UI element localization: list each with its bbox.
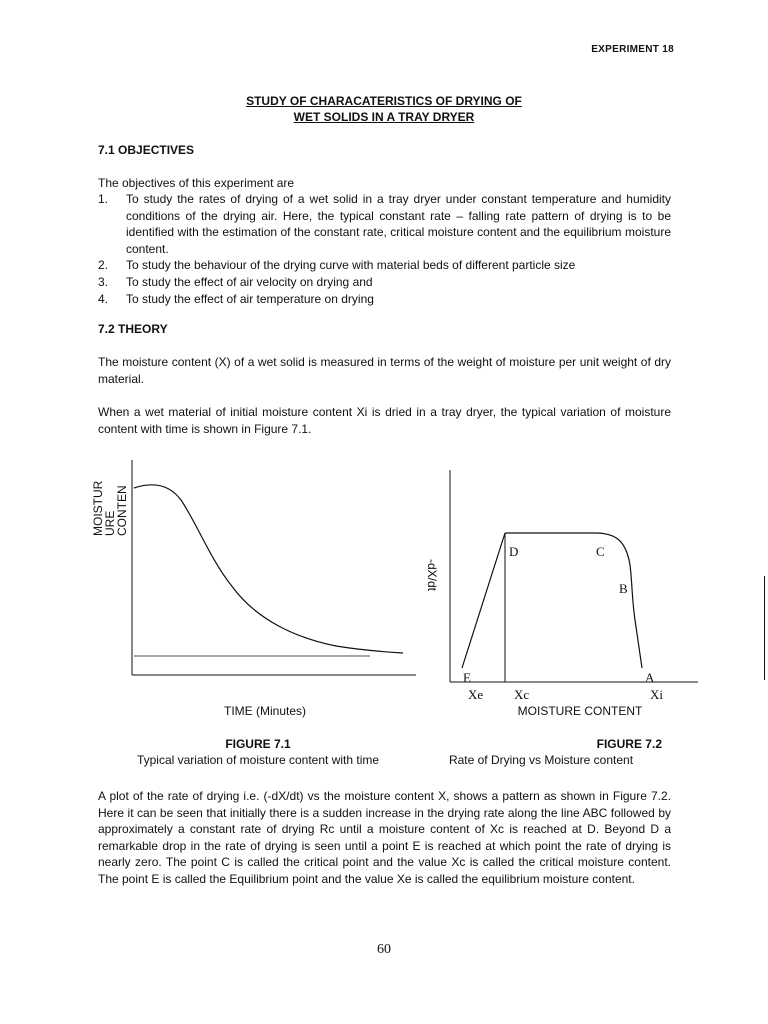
objectives-list bbox=[98, 191, 671, 307]
list-item bbox=[98, 191, 671, 257]
figure2-point-b: B bbox=[619, 581, 628, 596]
margin-line bbox=[764, 576, 765, 680]
figure2-point-a: A bbox=[645, 670, 655, 685]
list-item-text: To study the effect of air velocity on drying and bbox=[126, 274, 373, 289]
document-title-line1: STUDY OF CHARACATERISTICS OF DRYING OF bbox=[246, 94, 522, 108]
list-item bbox=[98, 257, 671, 274]
figure2-caption-title: FIGURE 7.2 bbox=[596, 737, 662, 751]
theory-paragraph-3: A plot of the rate of drying i.e. (-dX/dt) vs the moisture content X, shows a pattern as shown in Figure 7.2. Here it can be seen that initially there is a sudden increase in the drying rate along the line ABC followed by approximately a constant rate of drying Rc until a moisture content of Xc is reached at D. Beyond D a remarkable drop in the rate of drying is seen until a point E is reached at which point the rate of drying is nearly zero. The point C is called the critical point and the value Xc is called the critical moisture content. The point E is called the Equilibrium point and the value Xe is called the equilibrium moisture content. bbox=[98, 789, 671, 886]
figure2-xtick-xi: Xi bbox=[650, 687, 663, 702]
objectives-intro: The objectives of this experiment are bbox=[98, 176, 295, 190]
figure1-xlabel: TIME (Minutes) bbox=[223, 704, 306, 718]
list-item-number: 2. bbox=[98, 258, 109, 273]
figure1-caption-title: FIGURE 7.1 bbox=[225, 737, 291, 751]
figure2-chart bbox=[410, 470, 710, 705]
list-item-number: 1. bbox=[98, 192, 109, 206]
figure1-caption: Typical variation of moisture content with time bbox=[136, 753, 380, 767]
figure1-drying-curve bbox=[134, 485, 403, 653]
figure2-segment-ed bbox=[462, 533, 505, 668]
list-item-number: 4. bbox=[98, 291, 109, 306]
section-heading-objectives: 7.1 OBJECTIVES bbox=[98, 143, 195, 157]
theory-paragraph-2: When a wet material of initial moisture content Xi is dried in a tray dryer, the typical variation of moisture content with time is shown in Figure 7.1. bbox=[98, 405, 671, 436]
list-item-text: To study the effect of air temperature on drying bbox=[126, 291, 374, 306]
page-number: 60 bbox=[377, 942, 391, 957]
figure2-xlabel: MOISTURE CONTENT bbox=[517, 704, 643, 718]
document-title-line2: WET SOLIDS IN A TRAY DRYER bbox=[293, 110, 475, 124]
list-item bbox=[98, 291, 671, 308]
figure2-point-e: E bbox=[463, 670, 471, 685]
theory-paragraph-1: The moisture content (X) of a wet solid is measured in terms of the weight of moisture per unit weight of dry material. bbox=[98, 355, 671, 386]
experiment-label: EXPERIMENT 18 bbox=[591, 44, 674, 55]
figure2-caption: Rate of Drying vs Moisture content bbox=[448, 753, 634, 767]
figure1-ylabel-line1: MOISTUR bbox=[91, 480, 105, 536]
figure2-xtick-xc: Xc bbox=[514, 687, 530, 702]
section-heading-theory: 7.2 THEORY bbox=[98, 322, 168, 336]
figure2-xtick-xe: Xe bbox=[468, 687, 484, 702]
list-item-text: To study the behaviour of the drying curve with material beds of different particle size bbox=[126, 258, 576, 273]
figure1-ylabel-line3: CONTEN bbox=[115, 485, 129, 536]
figure2-ylabel: -dX/dt bbox=[425, 558, 439, 592]
list-item-number: 3. bbox=[98, 274, 109, 289]
figure1-chart bbox=[126, 460, 416, 685]
list-item-text: To study the rates of drying of a wet solid in a tray dryer under constant temperature and humidity conditions of the drying air. Here, the typical constant rate – falling rate pattern of drying is to be identified with the estimation of the constant rate, critical moisture content and the equilibrium moisture content. bbox=[126, 192, 671, 256]
figure2-point-d: D bbox=[509, 544, 519, 559]
list-item bbox=[98, 274, 671, 291]
figure1-ylabel-line2: URE bbox=[103, 510, 117, 536]
figure2-point-c: C bbox=[596, 544, 605, 559]
figure2-segment-dcba bbox=[505, 533, 642, 668]
